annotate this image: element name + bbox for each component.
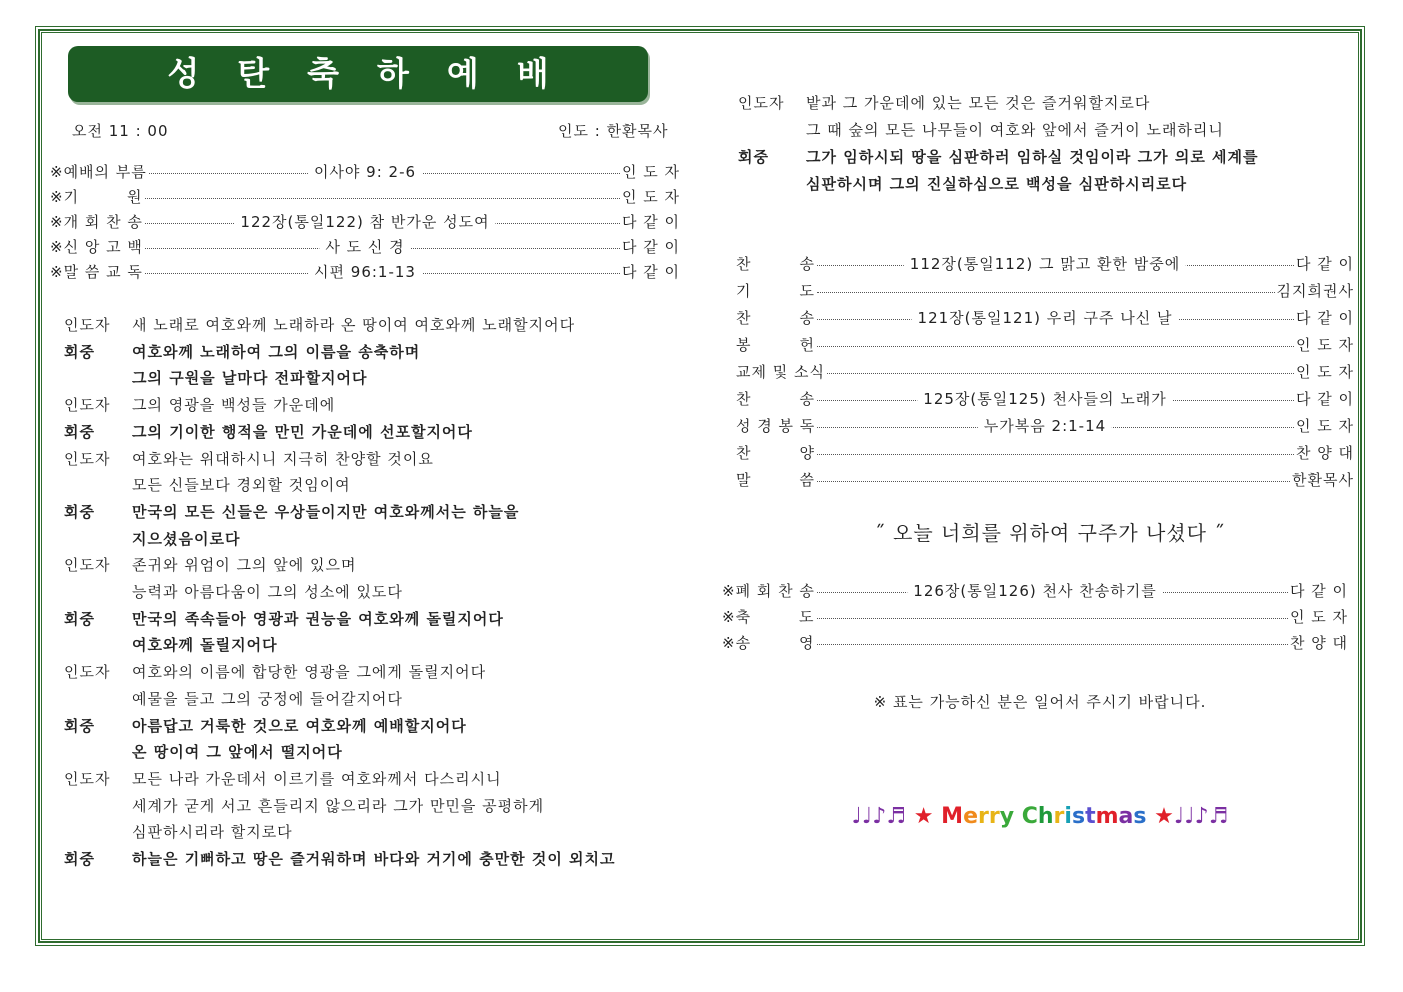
reading-line: [64, 581, 403, 602]
order-item-label: ※축 도: [722, 608, 815, 626]
reading-text: 하늘은 기뻐하고 땅은 즐거워하며 바다와 거기에 충만한 것이 외치고: [132, 850, 616, 868]
order-item-person: 다 같 이: [621, 238, 680, 256]
order-item-label: ※기 원: [50, 188, 143, 206]
reading-line: [64, 554, 356, 575]
sermon-title: ˝ 오늘 너희를 위하여 구주가 나셨다 ˝: [874, 521, 1226, 545]
order-item: [50, 211, 680, 233]
reading-line: [738, 92, 1150, 113]
order-item: [736, 388, 1354, 410]
reading-speaker: 인도자: [64, 556, 111, 575]
reading-speaker: 인도자: [64, 396, 111, 415]
reading-text: 만국의 족속들아 영광과 권능을 여호와께 돌릴지어다: [132, 609, 504, 628]
order-item-label: ※폐 회 찬 송: [722, 582, 815, 600]
music-notes-left: ♩♩♪♬: [851, 804, 907, 829]
order-item-person: 찬 양 대: [1289, 634, 1348, 652]
reading-text: 심판하시리라 할지로다: [132, 823, 293, 842]
reading-speaker: 회중: [64, 502, 95, 521]
reading-line: [64, 848, 616, 869]
reading-speaker: 회중: [738, 148, 769, 166]
reading-text: 그의 영광을 백성들 가운데에: [132, 396, 336, 415]
order-item-label: ※신 앙 고 백: [50, 238, 143, 256]
reading-text: 그가 임하시되 땅을 심판하러 임하실 것임이라 그가 의로 세계를: [806, 148, 1259, 166]
star-icon-left: ★: [913, 804, 934, 829]
dotted-leader: [817, 644, 1288, 645]
dotted-leader: [817, 346, 1294, 347]
reading-text: 여호와께 돌릴지어다: [132, 636, 278, 655]
reading-text: 여호와는 위대하시니 지극히 찬양할 것이요: [132, 449, 434, 468]
order-item: [722, 632, 1348, 654]
order-item-label: ※말 씀 교 독: [50, 263, 143, 281]
reading-line: [738, 119, 1224, 140]
reading-text: 만국의 모든 신들은 우상들이지만 여호와께서는 하늘을: [132, 502, 520, 521]
reading-text: 심판하시며 그의 진실하심으로 백성을 심판하시리로다: [806, 175, 1188, 193]
merry-christmas-text: Merry Christmas: [941, 804, 1147, 829]
order-item-label: 봉 헌: [736, 336, 815, 354]
order-item-label: ※예배의 부름: [50, 163, 147, 181]
order-item-content: 누가복음 2:1-14: [978, 415, 1112, 436]
order-item: [736, 307, 1354, 329]
order-item-label: 성 경 봉 독: [736, 417, 816, 435]
reading-speaker: 회중: [64, 422, 95, 441]
order-item-content: 121장(통일121) 우리 구주 나신 날: [912, 307, 1179, 328]
order-item: [736, 361, 1354, 383]
reading-line: [64, 448, 434, 469]
order-item-label: 찬 양: [736, 444, 815, 462]
dotted-leader: [817, 481, 1290, 482]
reading-text: 지으셨음이로다: [132, 529, 241, 548]
star-icon-right: ★: [1154, 804, 1174, 829]
order-item: [736, 253, 1354, 275]
reading-speaker: 회중: [64, 342, 95, 361]
reading-speaker: 회중: [64, 716, 95, 735]
order-item-content: 122장(통일122) 참 반가운 성도여: [234, 211, 495, 232]
service-leader: 인도 : 한환목사: [558, 122, 669, 140]
reading-line: [64, 608, 504, 629]
order-item-content: 112장(통일112) 그 맑고 환한 밤중에: [904, 253, 1186, 274]
reading-line: [64, 394, 335, 415]
reading-text: 모든 신들보다 경외할 것임이여: [132, 476, 351, 495]
reading-line: [64, 715, 467, 736]
order-item-person: 찬 양 대: [1295, 444, 1354, 462]
order-item: [50, 161, 680, 183]
order-item: [736, 442, 1354, 464]
reading-text: 예물을 들고 그의 궁정에 들어갈지어다: [132, 689, 403, 708]
reading-text: 여호와의 이름에 합당한 영광을 그에게 돌릴지어다: [132, 663, 487, 682]
reading-speaker: 인도자: [64, 449, 111, 468]
reading-speaker: 인도자: [64, 663, 111, 682]
order-item-person: 다 같 이: [1295, 309, 1354, 327]
order-item-content: 125장(통일125) 천사들의 노래가: [917, 388, 1172, 409]
order-item-person: 다 같 이: [621, 213, 680, 231]
order-item: [722, 606, 1348, 628]
reading-text: 그 때 숲의 모든 나무들이 여호와 앞에서 즐거이 노래하리니: [806, 121, 1224, 139]
order-item-label: 말 씀: [736, 471, 815, 489]
order-item-person: 인 도 자: [1295, 417, 1354, 435]
order-item-label: ※개 회 찬 송: [50, 213, 143, 231]
order-item-person: 다 같 이: [621, 263, 680, 281]
reading-line: [64, 741, 343, 762]
reading-text: 그의 기이한 행적을 만민 가운데에 선포할지어다: [132, 422, 473, 441]
order-item-person: 다 같 이: [1295, 255, 1354, 273]
music-notes-right: ♩♩♪♬: [1173, 804, 1229, 829]
order-item: [722, 580, 1348, 602]
reading-line: [64, 634, 278, 655]
reading-line: [64, 528, 240, 549]
reading-line: [64, 341, 420, 362]
reading-text: 아름답고 거룩한 것으로 여호와께 예배할지어다: [132, 716, 467, 735]
reading-text: 능력과 아름다움이 그의 성소에 있도다: [132, 583, 403, 601]
reading-line: [64, 367, 368, 388]
reading-speaker: 인도자: [64, 316, 111, 334]
reading-line: [64, 501, 519, 522]
reading-text: 여호와께 노래하여 그의 이름을 송축하며: [132, 342, 421, 361]
order-item-content: 이사야 9: 2-6: [308, 161, 422, 182]
reading-speaker: 인도자: [738, 94, 785, 112]
order-item: [50, 186, 680, 208]
order-item: [50, 236, 680, 258]
merry-christmas-banner: [720, 804, 1360, 829]
order-item-person: 인 도 자: [1295, 363, 1354, 381]
reading-line: [64, 661, 486, 682]
reading-line: [64, 768, 502, 789]
order-item: [736, 469, 1354, 491]
reading-line: [64, 314, 575, 335]
order-item-label: 찬 송: [736, 309, 815, 327]
order-item: [50, 261, 680, 283]
reading-line: [64, 421, 473, 442]
order-item-person: 인 도 자: [1289, 608, 1348, 626]
dotted-leader: [145, 198, 620, 199]
order-item-content: 사 도 신 경: [319, 236, 410, 257]
reading-text: 그의 구원을 날마다 전파할지어다: [132, 369, 368, 388]
order-item: [736, 334, 1354, 356]
order-item-person: 김지희권사: [1276, 282, 1354, 300]
reading-line: [64, 795, 544, 816]
order-item: [736, 280, 1354, 302]
order-item-label: 교제 및 소식: [736, 363, 825, 381]
order-item-label: ※송 영: [722, 634, 815, 652]
reading-text: 새 노래로 여호와께 노래하라 온 땅이여 여호와께 노래할지어다: [132, 316, 576, 334]
order-item-person: 한환목사: [1292, 471, 1354, 489]
order-item-person: 인 도 자: [1295, 336, 1354, 354]
reading-line: [738, 173, 1187, 194]
order-item-label: 기 도: [736, 282, 815, 300]
order-item-person: 다 같 이: [1289, 582, 1348, 600]
reading-text: 존귀와 위엄이 그의 앞에 있으며: [132, 556, 357, 575]
reading-line: [64, 474, 351, 495]
service-time: 오전 11 : 00: [72, 122, 169, 140]
order-item-person: 다 같 이: [1295, 390, 1354, 408]
order-item-content: 시편 96:1-13: [308, 261, 422, 282]
order-item-person: 인 도 자: [621, 163, 680, 181]
reading-line: [64, 688, 403, 709]
reading-speaker: 회중: [64, 850, 95, 868]
order-item-person: 인 도 자: [621, 188, 680, 206]
order-item-content: 126장(통일126) 천사 찬송하기를: [907, 580, 1162, 601]
order-item: [736, 415, 1354, 437]
dotted-leader: [827, 373, 1294, 374]
reading-text: 밭과 그 가운데에 있는 모든 것은 즐거워할지로다: [806, 94, 1151, 112]
reading-text: 모든 나라 가운데서 이르기를 여호와께서 다스리시니: [132, 769, 502, 788]
order-item-label: 찬 송: [736, 255, 815, 273]
reading-text: 온 땅이여 그 앞에서 떨지어다: [132, 743, 343, 762]
order-item-label: 찬 송: [736, 390, 815, 408]
reading-speaker: 회중: [64, 609, 95, 628]
page-title: 성탄축하예배: [68, 46, 648, 102]
standing-note: ※ 표는 가능하신 분은 일어서 주시기 바랍니다.: [873, 693, 1207, 711]
reading-line: [738, 146, 1259, 167]
dotted-leader: [817, 292, 1275, 293]
dotted-leader: [817, 454, 1294, 455]
reading-line: [64, 821, 293, 842]
dotted-leader: [817, 618, 1288, 619]
reading-speaker: 인도자: [64, 769, 111, 788]
reading-text: 세계가 굳게 서고 흔들리지 않으리라 그가 만민을 공평하게: [132, 796, 545, 815]
